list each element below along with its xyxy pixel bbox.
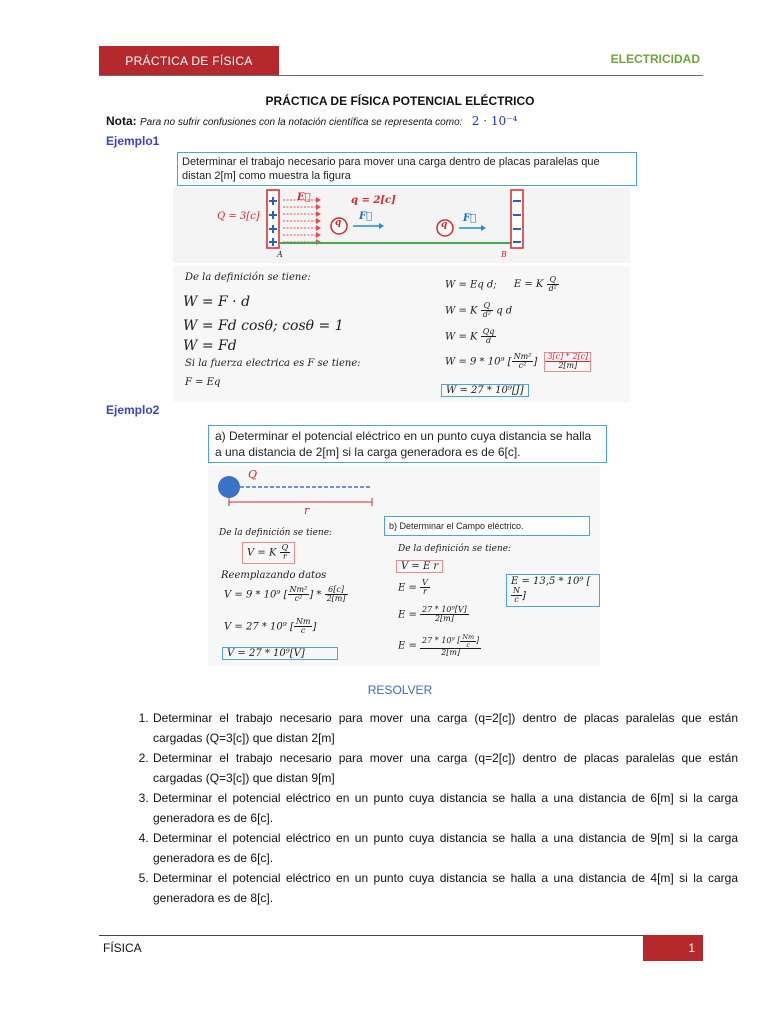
w-k-num: Q: [481, 302, 493, 311]
w-k-text: W = K: [445, 305, 478, 317]
e-k-text: E = K: [513, 279, 544, 291]
v-k-text: V = K: [247, 547, 277, 559]
field-lines: [283, 200, 316, 242]
w-k-tail: q d: [496, 305, 513, 317]
w-values-den: 2[m]: [558, 361, 578, 371]
w-values-text: W = 9 * 10⁹: [445, 356, 505, 368]
e-k-num: Q: [547, 276, 559, 285]
fig-q-symbol-2: q: [441, 220, 448, 230]
w-values-frac: [544, 352, 591, 372]
formula-W-values: W = 9 * 10⁹ [ $\frac{\text{Nm²}}{\text{c²}}$ ] $\frac{3[c] * 2[c]}{2[m]}$: [445, 352, 591, 372]
ejemplo1-solution: [173, 266, 630, 402]
formula-W-simple: W = Fd: [183, 338, 237, 354]
header-divider: [99, 75, 703, 76]
charge-Q-circle: [218, 476, 240, 498]
resolver-heading: RESOLVER: [367, 683, 433, 697]
formula-V-values: V = 9 * 10⁹ [ $\frac{\text{Nm²}}{\text{c²}}$ ] * $\frac{6[c]}{2[m]}$: [224, 585, 346, 604]
fig-q-symbol: q: [335, 218, 342, 228]
w-kqq-den: d: [485, 336, 492, 346]
v-units-frac: [294, 618, 313, 636]
def-line-2: De la definición se tiene:: [219, 528, 333, 538]
e-units-inner-num: Nm: [462, 633, 475, 641]
v-values-den: 2[m]: [326, 594, 346, 604]
fig-B-label: B: [501, 250, 507, 259]
Q-label: Q: [248, 468, 258, 481]
e-units-inner-frac: [460, 634, 476, 648]
ejemplo2-solution: [208, 466, 600, 666]
fig-q-label: q = 2[c]: [351, 195, 396, 206]
e-vr-frac: [420, 579, 430, 597]
def-line: De la definición se tiene:: [185, 272, 311, 283]
formula-F-Eq: F = Eq: [185, 377, 221, 388]
note-label: Nota:: [106, 114, 137, 128]
note: [106, 114, 517, 128]
w-values-unit-num: Nm²: [513, 352, 532, 361]
formula-W-Kqq: [445, 328, 496, 346]
page-number: 1: [643, 935, 703, 961]
formula-E-values: [398, 606, 469, 624]
v-values-frac: [325, 586, 348, 604]
footer-subject: FÍSICA: [103, 941, 142, 955]
field-arrowheads: [316, 197, 321, 245]
parallel-plates-diagram: [173, 188, 630, 263]
page-title: PRÁCTICA DE FÍSICA POTENCIAL ELÉCTRICO: [265, 94, 535, 108]
e-result-frac: [511, 587, 522, 605]
ejemplo1-heading: Ejemplo1: [106, 134, 160, 148]
w-kqq-num: Qq: [482, 327, 495, 336]
w-k-frac: [481, 302, 493, 320]
fig-E-label: E⃗: [297, 192, 311, 203]
e-units-den: 2[m]: [441, 648, 461, 658]
formula-W-Eqd: [445, 276, 559, 294]
note-text: Para no sufrir confusiones con la notación científica se representa como:: [140, 117, 463, 128]
v-k-den: r: [282, 552, 287, 562]
w-kqq-text: W = K: [445, 331, 478, 343]
w-eqd-text: W = Eq d;: [445, 279, 497, 291]
formula-E-Vr: [398, 579, 430, 597]
r-label: r: [304, 504, 310, 517]
ejemplo2-heading: Ejemplo2: [106, 403, 160, 417]
w-kqq-frac: [481, 328, 497, 346]
formula-E-units: [398, 634, 481, 658]
reemplazando-label: Reemplazando datos: [221, 570, 327, 581]
header-title: PRÁCTICA DE FÍSICA: [125, 53, 253, 68]
e-k-frac: [547, 276, 559, 294]
formula-W-Fd: W = F · d: [183, 294, 251, 310]
list-item: 3. Determinar el potencial eléctrico en un punto cuya distancia se halla a una distancia de 6[m] si la carga generadora es de 6[c].: [152, 788, 738, 828]
e-result-num: N: [513, 586, 520, 595]
note-scientific: 2 · 10⁻⁴: [471, 114, 518, 128]
right-plate: [511, 190, 523, 248]
list-item: 4. Determinar el potencial eléctrico en un punto cuya distancia se halla a una distancia de 9[m] si la carga generadora es de 6[c].: [152, 828, 738, 868]
footer-divider: [99, 935, 703, 936]
e-units-inner-den: c: [466, 640, 470, 649]
ejemplo2-result-E: E = 13,5 * 10⁹ [ $\frac{N}{c}$ ]: [506, 574, 600, 607]
e-values-frac: [420, 606, 469, 624]
e-vr-text: E =: [398, 582, 417, 594]
header-topic: ELECTRICIDAD: [610, 52, 700, 66]
w-values-unit-frac: [512, 353, 534, 371]
fig-F-label-2: F⃗: [463, 213, 477, 224]
v-values-unit-num: Nm²: [289, 585, 308, 594]
force-line-text: Si la fuerza electrica es F se tiene:: [185, 358, 361, 369]
ejemplo2-b-question: b) Determinar el Campo eléctrico.: [384, 516, 590, 536]
e-units-num: 27 * 10⁹ [ $\frac{Nm}{c}$ ]: [422, 633, 480, 649]
v-values-unit-frac: [288, 586, 310, 604]
force-line: [185, 358, 361, 369]
header-section-badge: [99, 46, 279, 75]
list-item: 5. Determinar el potencial eléctrico en un punto cuya distancia se halla a una distancia de 4[m] si la carga generadora es de 8[c].: [152, 868, 738, 908]
fig-Q-label: Q = 3[c]: [217, 211, 260, 222]
formula-V-Er: V = E r: [396, 560, 443, 573]
e-result-text: E = 13,5 * 10⁹: [511, 576, 584, 587]
v-values-num: 6[c]: [325, 586, 348, 595]
v-values-unit-den: c²: [294, 594, 303, 604]
e-vr-num: V: [422, 578, 428, 587]
w-values-unit-den: c²: [518, 361, 527, 371]
def-line-3: De la definición se tiene:: [398, 544, 512, 554]
v-k-frac: [280, 544, 291, 562]
e-values-num: 27 * 10⁹[V]: [422, 605, 467, 614]
e-vr-den: r: [423, 587, 427, 597]
e-units-frac: [420, 634, 481, 658]
v-values-text: V = 9 * 10⁹: [224, 589, 281, 601]
formula-V-K: [242, 542, 295, 564]
list-item: 2. Determinar el trabajo necesario para mover una carga (q=2[c]) dentro de placas paralelas que están cargadas (Q=3[c]) que distan 9[m]: [152, 748, 738, 788]
fig-A-label: A: [277, 250, 283, 259]
ejemplo2-question: a) Determinar el potencial eléctrico en un punto cuya distancia se halla a una distancia de 2[m] si la carga generadora es de 6[c].: [208, 425, 607, 463]
ejemplo1-question: Determinar el trabajo necesario para mover una carga dentro de placas paralelas que distan 2[m] como muestra la figura: [177, 152, 637, 186]
w-k-den: d²: [482, 310, 492, 320]
e-units-num-value: 27 * 10⁹: [422, 636, 455, 646]
formula-W-cos: W = Fd cosθ; cosθ = 1: [183, 318, 344, 334]
w-values-num: 3[c] * 2[c]: [547, 352, 589, 361]
v-units-text: V = 27 * 10⁹: [224, 621, 287, 633]
formula-W-Kq: [445, 302, 512, 320]
ejemplo2-result-V: V = 27 * 10⁹[V]: [222, 647, 338, 660]
ejemplo1-result: W = 27 * 10⁹[J]: [441, 384, 529, 397]
formula-V-result-units: V = 27 * 10⁹ [ $\frac{Nm}{c}$ ]: [224, 617, 317, 636]
v-units-den: c: [300, 626, 306, 636]
ejemplo1-figure: [173, 188, 630, 263]
force-arrowheads: [379, 223, 486, 231]
e-units-text: E =: [398, 640, 417, 652]
list-item: 1. Determinar el trabajo necesario para mover una carga (q=2[c]) dentro de placas paralelas que están cargadas (Q=3[c]) que distan 2[m]: [152, 708, 738, 748]
e-values-den: 2[m]: [434, 614, 454, 624]
fig-F-label: F⃗: [359, 211, 373, 222]
v-k-num: Q: [281, 543, 289, 552]
e-k-den: d²: [548, 284, 557, 294]
exercise-list: [112, 708, 738, 908]
force-arrows: [353, 226, 481, 228]
e-result-den: c: [514, 595, 519, 605]
e-values-text: E =: [398, 609, 417, 621]
v-units-num: Nm: [295, 617, 311, 626]
